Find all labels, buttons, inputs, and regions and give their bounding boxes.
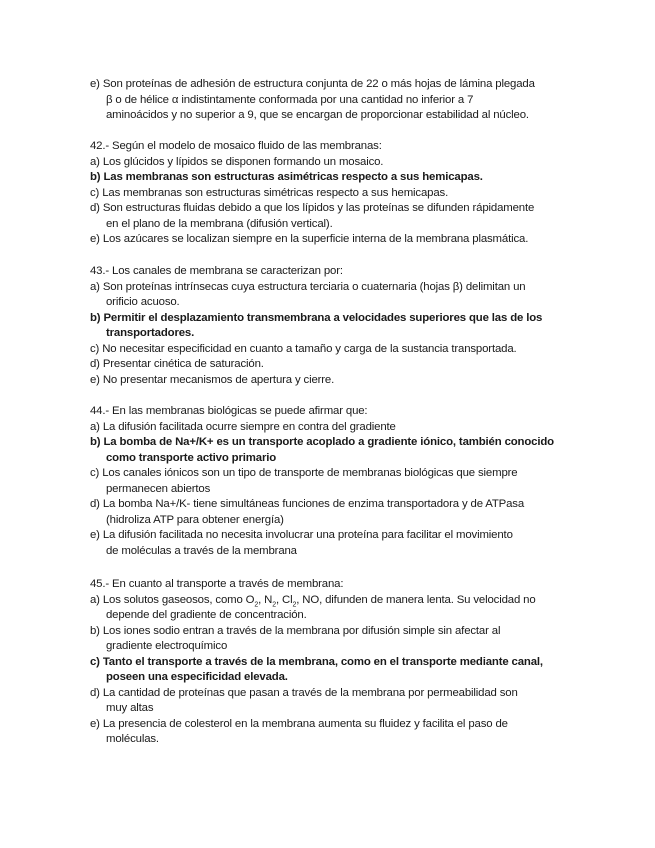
q43-option-c: c) No necesitar especificidad en cuanto a tamaño y carga de la sustancia transportada. bbox=[90, 342, 517, 355]
q43-option-a: a) Son proteínas intrínsecas cuya estructura terciaria o cuaternaria (hojas β) delimitan un orificio acuoso. bbox=[90, 280, 526, 308]
q41-e-line-3: aminoácidos y no superior a 9, que se encargan de proporcionar estabilidad al núcleo. bbox=[106, 109, 529, 121]
q45-option-d: d) La cantidad de proteínas que pasan a través de la membrana por permeabilidad son muy altas bbox=[90, 686, 518, 714]
question-44-title: 44.- En las membranas biológicas se puede afirmar que: bbox=[90, 405, 368, 417]
q41-option-e bbox=[90, 77, 570, 124]
question-45 bbox=[90, 577, 570, 748]
q43-option-d: d) Presentar cinética de saturación. bbox=[90, 358, 264, 370]
q43-option-b: b) Permitir el desplazamiento transmembrana a velocidades superiores que las de los transportadores. bbox=[90, 311, 543, 339]
question-43-title: 43.- Los canales de membrana se caracterizan por: bbox=[90, 265, 343, 277]
question-42-title: 42.- Según el modelo de mosaico fluido de las membranas: bbox=[90, 140, 382, 152]
q44-option-b: b) La bomba de Na+/K+ es un transporte acoplado a gradiente iónico, también conocido como transporte activo primario bbox=[90, 436, 554, 464]
question-42 bbox=[90, 139, 570, 248]
q42-option-a: a) Los glúcidos y lípidos se disponen formando un mosaico. bbox=[90, 155, 384, 168]
q45-option-b: b) Los iones sodio entran a través de la membrana por difusión simple sin afectar al gradiente electroquímico bbox=[90, 624, 501, 652]
q44-option-d: d) La bomba Na+/K- tiene simultáneas funciones de enzima transportadora y de ATPasa (hidroliza ATP para obtener energía) bbox=[90, 498, 525, 526]
question-44 bbox=[90, 404, 570, 559]
q45-option-c: c) Tanto el transporte a través de la membrana, como en el transporte mediante canal, poseen una especificidad elevada. bbox=[90, 655, 543, 683]
q42-option-b: b) Las membranas son estructuras asimétricas respecto a sus hemicapas. bbox=[90, 171, 483, 183]
q44-option-c: c) Los canales iónicos son un tipo de transporte de membranas biológicas que siempre permanecen abiertos bbox=[90, 467, 518, 495]
q41-e-line-2: β o de hélice α indistintamente conformada por una cantidad no inferior a 7 bbox=[106, 93, 474, 106]
q42-option-e: e) Los azúcares se localizan siempre en la superficie interna de la membrana plasmática. bbox=[90, 233, 529, 245]
q43-option-e: e) No presentar mecanismos de apertura y cierre. bbox=[90, 373, 335, 386]
q44-option-a: a) La difusión facilitada ocurre siempre en contra del gradiente bbox=[90, 420, 396, 433]
question-45-title: 45.- En cuanto al transporte a través de membrana: bbox=[90, 578, 344, 590]
q42-option-d: d) Son estructuras fluidas debido a que los lípidos y las proteínas se difunden rápidamente en el plano de la membrana (difusión vertical). bbox=[90, 202, 535, 230]
q42-option-c: c) Las membranas son estructuras simétricas respecto a sus hemicapas. bbox=[90, 186, 449, 199]
q45-option-a: a) Los solutos gaseosos, como $O_2$, $N_2$, $Cl_2$, NO, difunden de manera lenta. Su velocidad no depende del gradiente de concentración. bbox=[90, 593, 536, 621]
q44-option-e: e) La difusión facilitada no necesita involucrar una proteína para facilitar el movimiento de moléculas a través de la membrana bbox=[90, 529, 513, 557]
q41-e-line-1: e) Son proteínas de adhesión de estructura conjunta de 22 o más hojas de lámina plegada bbox=[90, 78, 535, 90]
question-43 bbox=[90, 264, 570, 388]
q45-option-e: e) La presencia de colesterol en la membrana aumenta su fluidez y facilita el paso de moléculas. bbox=[90, 717, 508, 745]
